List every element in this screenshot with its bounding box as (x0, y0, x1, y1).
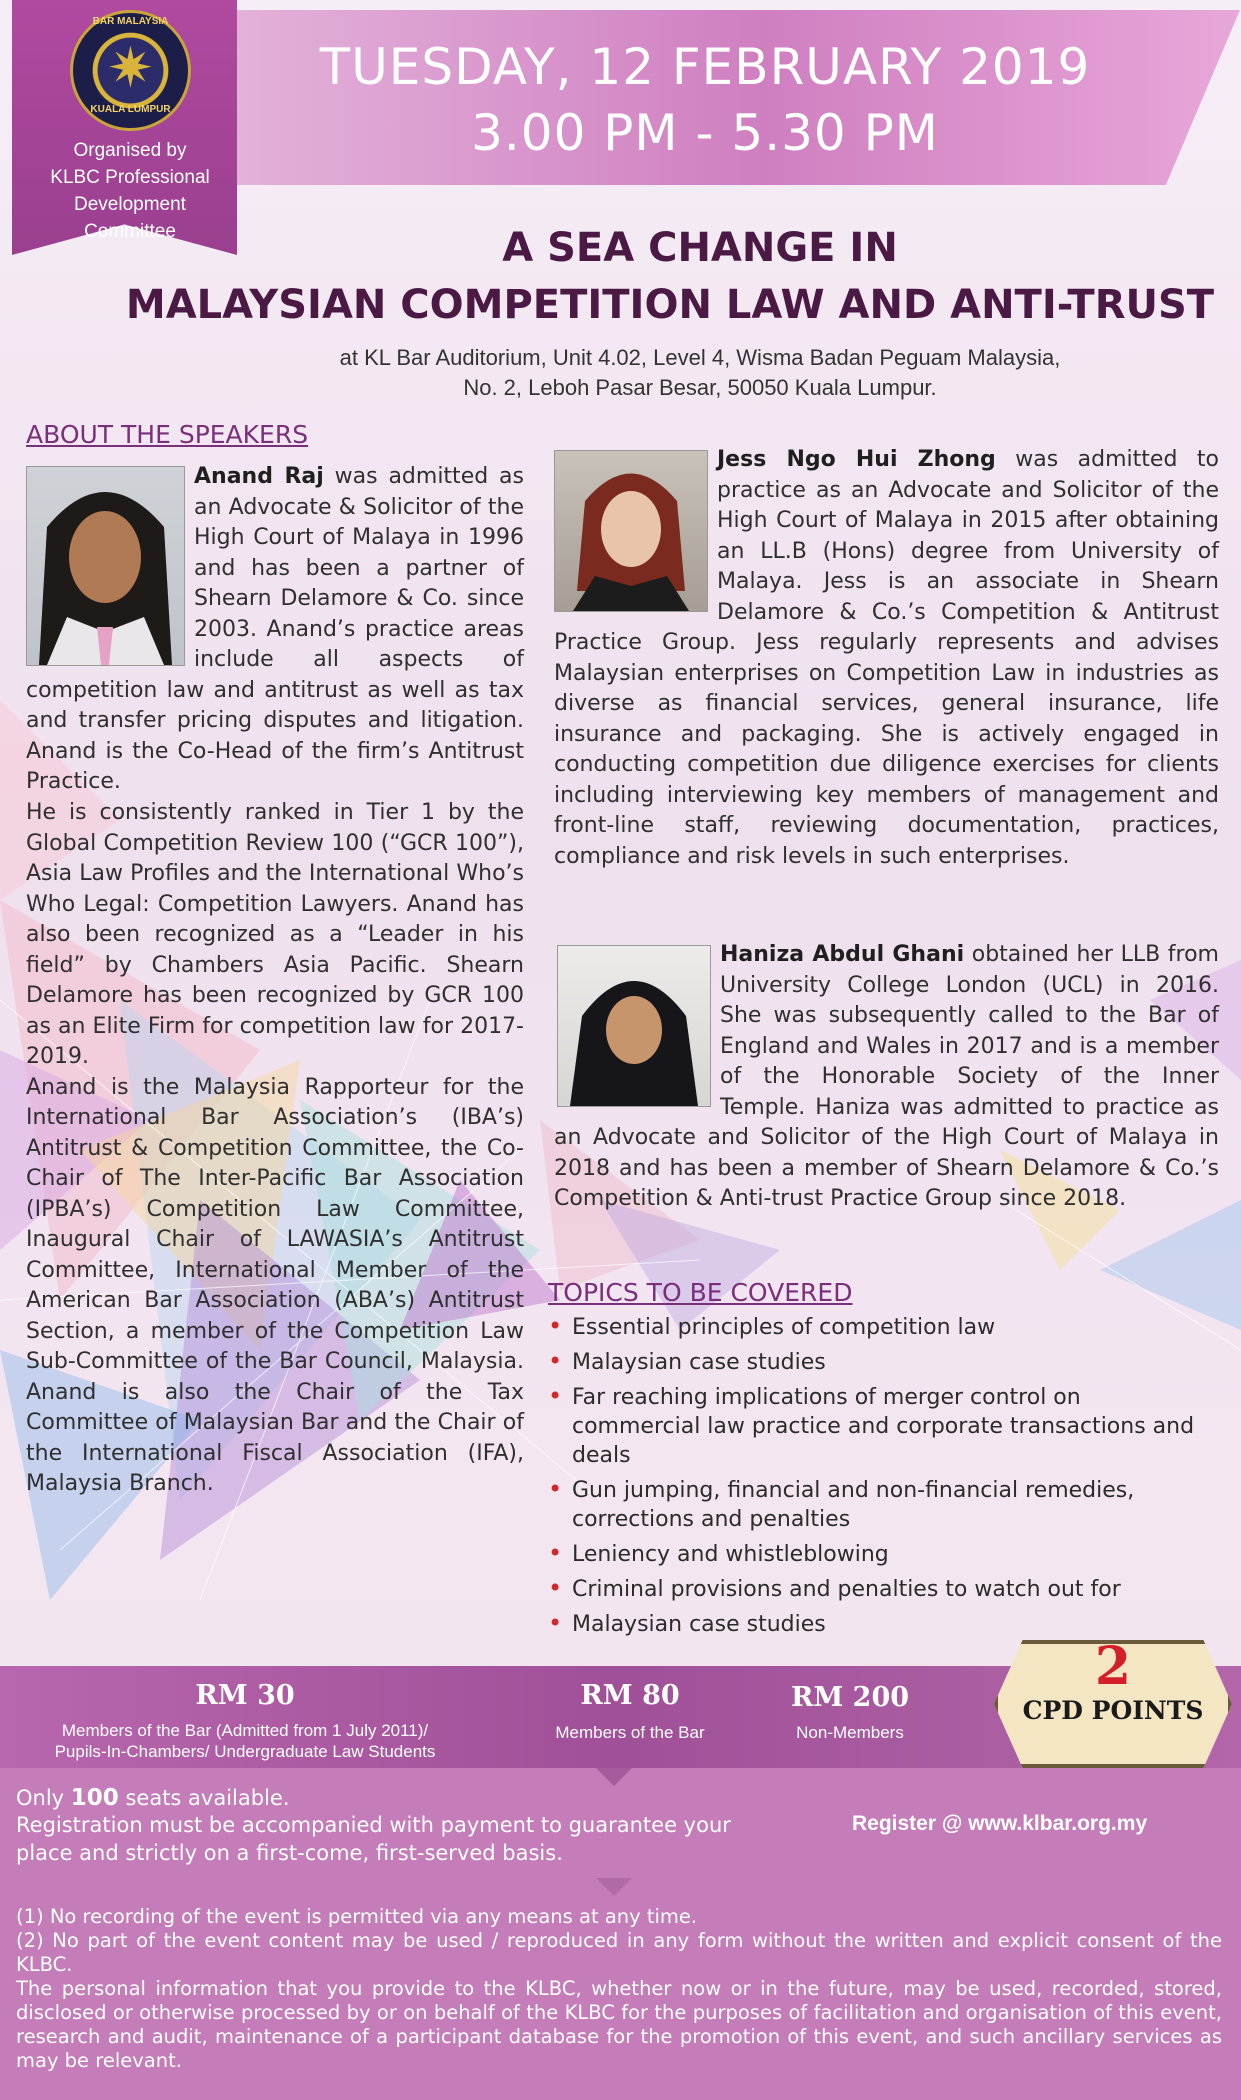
haniza-bio: obtained her LLB from University College London (UCL) in 2016. She was subsequently called to the Bar of England and Wales in 2017 and is a member of the Honorable Society of the Inner Temple. Haniza was admitted to practice as an Advocate and Solicitor of the High Court of Malaya in 2018 and has been a member of Shearn Delamore & Co.’s Competition & Anti-trust Practice Group since 2018. (554, 942, 1219, 1211)
fee-desc-line: Pupils-In-Chambers/ Undergraduate Law Students (54, 1742, 436, 1761)
organiser-line: Organised by (73, 140, 187, 161)
jess-bio: was admitted to practice as an Advocate and Solicitor of the High Court of Malaya in 2015 after obtaining an LL.B (Hons) degree from University of Malaya. Jess is an associate in Shearn Delamore & Co.’s Competition & Antitrust Practice Group. Jess regularly represents and advises Malaysian enterprises on Competition Law in industries as diverse as financial services, general insurance, life insurance and packaging. She is actively engaged in conducting competition due diligence exercises for clients including interviewing key members of management and front-line staff, reviewing documentation, practices, compliance and risk levels in such enterprises. (554, 447, 1219, 869)
anand-bio-para3: Anand is the Malaysia Rapporteur for the International Bar Association’s (IBA’s) Antitrust & Competition Committee, the Co-Chair of The Inter-Pacific Bar Association (IPBA’s) Competition Law Committee, Inaugural Chair of LAWASIA’s Antitrust Committee, International Member of the American Bar Association (ABA’s) Antitrust Section, a member of the Competition Law Sub-Committee of the Bar Council, Malaysia. Anand is also the Chair of the Tax Committee of Malaysian Bar and the Chair of the International Fiscal Association (IFA), Malaysia Branch. (26, 1074, 524, 1496)
photo-float-spacer (554, 445, 717, 615)
organiser-line: Committee (84, 221, 176, 242)
event-date: TUESDAY, 12 FEBRUARY 2019 (319, 38, 1091, 96)
event-time: 3.00 PM - 5.30 PM (471, 104, 939, 162)
photo-float-spacer (554, 940, 720, 1110)
event-title-line1: A SEA CHANGE IN (502, 225, 898, 271)
organiser-line: Development (74, 194, 186, 215)
logo-top-text: BAR MALAYSIA (92, 16, 169, 27)
anand-bio-para2: He is consistently ranked in Tier 1 by the Global Competition Review 100 (“GCR 100”), Asia Law Profiles and the International Who’s Who Legal: Competition Lawyers. Anand has also been recognized as a “Leader in his field” by Chambers Asia Pacific. Shearn Delamore has been recognized by GCR 100 as an Elite Firm for competition law for 2017-2019. (26, 800, 524, 1069)
anand-bio-intro: was admitted as an Advocate & Solicitor of the High Court of Malaya in 1996 and has been a partner of Shearn Delamore & Co. since 2003. Anand’s practice areas include all aspects of competition law and antitrust as well as tax and transfer pricing disputes and litigation. Anand is the Co-Head of the firm’s Antitrust Practice. (26, 464, 524, 794)
topic-item: • Essential principles of competition law (548, 1313, 1208, 1342)
fee-desc-rm200: Non-Members (796, 1723, 904, 1742)
topics-list (548, 1313, 1208, 1645)
anand-bio-full (26, 462, 524, 1500)
band-notch (596, 1768, 632, 1786)
topic-item: • Criminal provisions and penalties to watch out for (548, 1575, 1208, 1604)
topic-item: • Malaysian case studies (548, 1348, 1208, 1377)
cpd-points-label: CPD POINTS (1022, 1696, 1204, 1725)
fee-desc-line: Members of the Bar (Admitted from 1 July 2011)/ (61, 1721, 429, 1740)
fee-desc-rm80: Members of the Bar (555, 1723, 705, 1742)
disclaimer-line: The personal information that you provide to the KLBC, whether now or in the future, may be used, recorded, stored, disclosed or otherwise processed by or on behalf of the KLBC for the purposes of facilitation and organisation of this event, research and audit, maintenance of a participant database for the promotion of this event, and such ancillary services as may be relevant. (16, 1977, 1222, 2072)
organiser-text (30, 137, 230, 245)
fee-amount-rm80: RM 80 (580, 1680, 680, 1711)
speaker-name-jess: Jess Ngo Hui Zhong (717, 447, 996, 472)
registration-note-line2: place and strictly on a first-come, first-served basis. (16, 1841, 563, 1865)
speaker-name-haniza: Haniza Abdul Ghani (720, 942, 965, 967)
topic-item: • Malaysian case studies (548, 1610, 1208, 1639)
band-notch (596, 1878, 632, 1896)
venue-line1: at KL Bar Auditorium, Unit 4.02, Level 4, Wisma Badan Peguam Malaysia, (339, 345, 1061, 370)
logo-star-icon: ✷ (107, 36, 154, 99)
cpd-points-number: 2 (1094, 1636, 1132, 1697)
registration-note-line1: Registration must be accompanied with payment to guarantee your (16, 1813, 731, 1837)
fee-desc-rm30 (10, 1720, 480, 1762)
seats-suffix: seats available. (118, 1786, 290, 1810)
speaker-name-anand: Anand Raj (194, 464, 324, 489)
register-link[interactable]: Register @ www.klbar.org.my (852, 1812, 1148, 1835)
seats-available (16, 1785, 290, 1811)
topic-item: • Leniency and whistleblowing (548, 1540, 1208, 1569)
speakers-heading: ABOUT THE SPEAKERS (26, 420, 309, 449)
topic-item: • Far reaching implications of merger control on commercial law practice and corporate transactions and deals (548, 1383, 1208, 1470)
topics-heading: TOPICS TO BE COVERED (548, 1278, 853, 1307)
logo-bottom-text: KUALA LUMPUR (90, 104, 171, 115)
event-title-line2: MALAYSIAN COMPETITION LAW AND ANTI-TRUST (125, 282, 1215, 328)
disclaimer (16, 1905, 1222, 2073)
fee-amount-rm200: RM 200 (790, 1682, 910, 1713)
fee-amount-rm30: RM 30 (195, 1680, 295, 1711)
venue-line2: No. 2, Leboh Pasar Besar, 50050 Kuala Lumpur. (463, 375, 937, 400)
jess-bio-lead (554, 445, 1219, 872)
seats-prefix: Only (16, 1786, 71, 1810)
topic-item: • Gun jumping, financial and non-financial remedies, corrections and penalties (548, 1476, 1208, 1534)
disclaimer-line: (1) No recording of the event is permitted via any means at any time. (16, 1905, 698, 1928)
seats-number: 100 (70, 1785, 119, 1811)
organiser-line: KLBC Professional (50, 167, 210, 188)
haniza-bio-lead (554, 940, 1219, 1215)
disclaimer-line: (2) No part of the event content may be used / reproduced in any form without the written and explicit consent of the KLBC. (16, 1929, 1222, 1976)
